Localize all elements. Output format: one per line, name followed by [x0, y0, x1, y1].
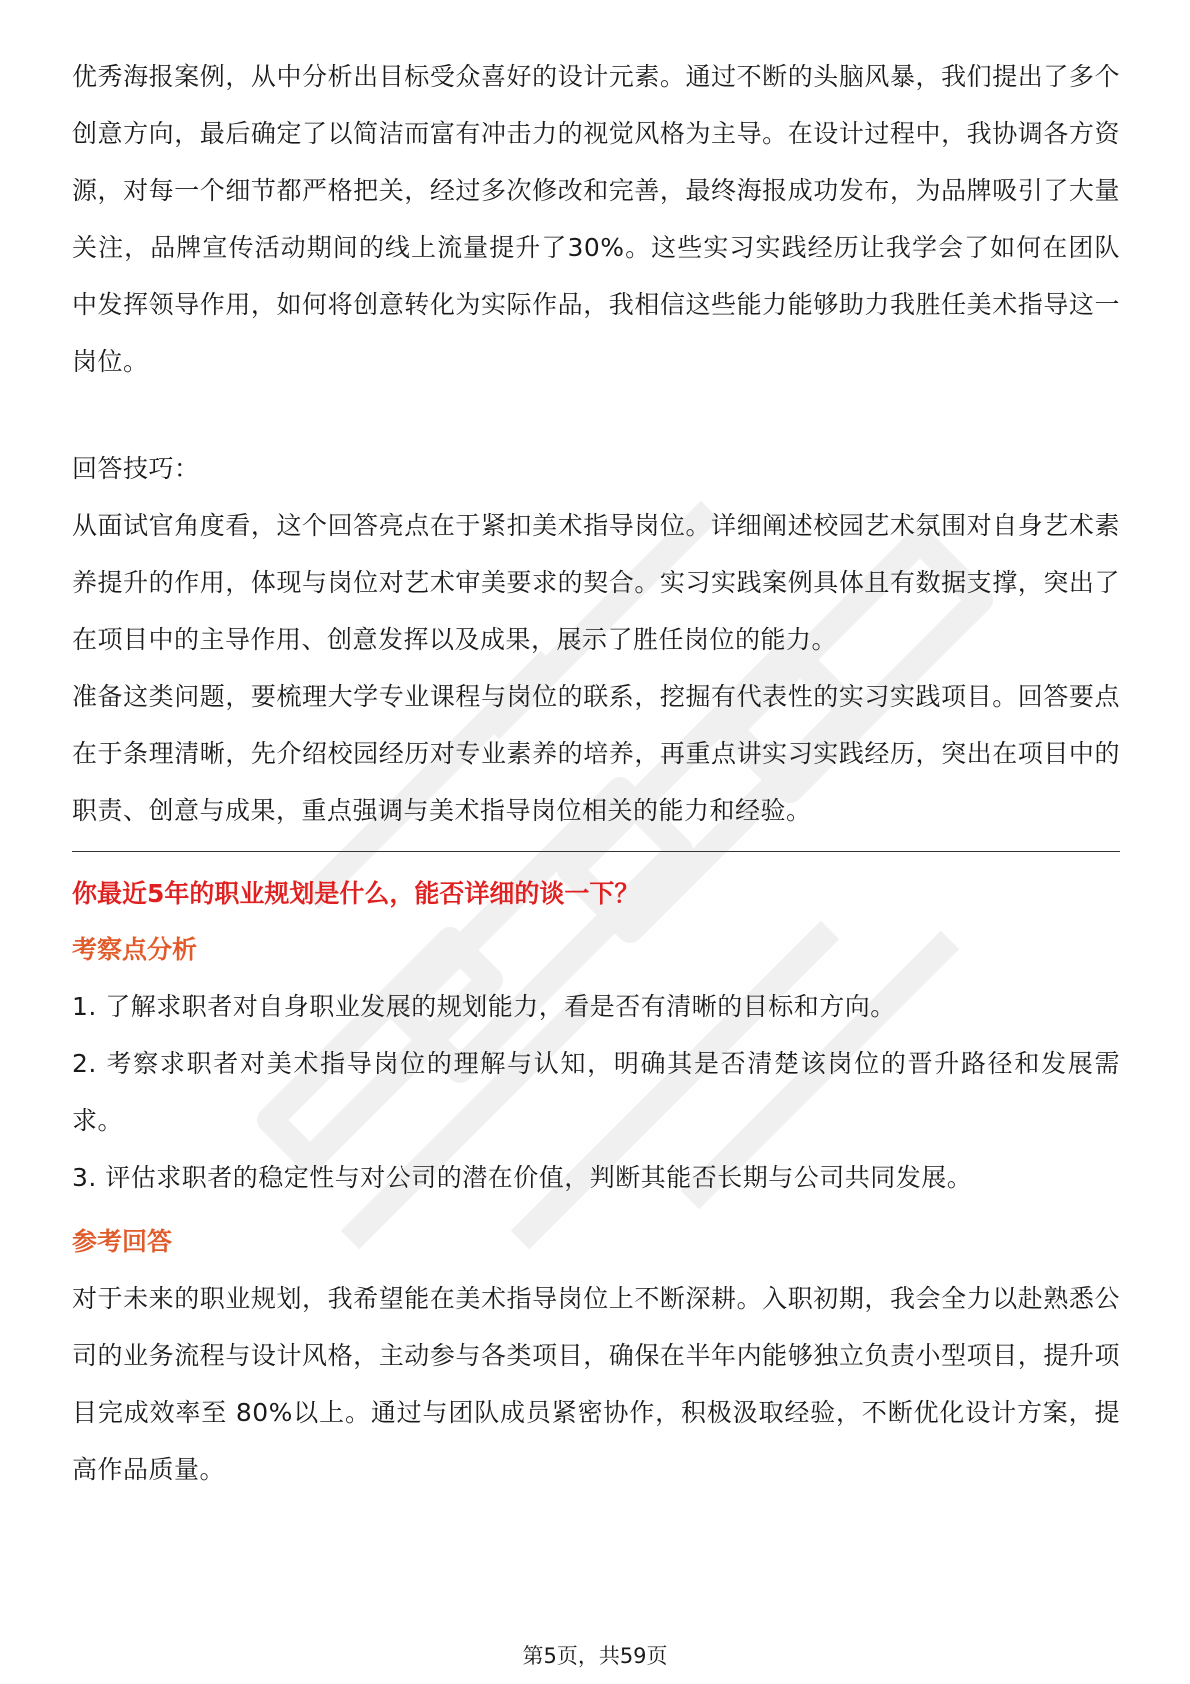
answer-paragraph: 对于未来的职业规划，我希望能在美术指导岗位上不断深耕。入职初期，我会全力以赴熟悉公司的业务流程与设计风格，主动参与各类项目，确保在半年内能够独立负责小型项目，提升项目完成效率至 80%以上。通过与团队成员紧密协作，积极汲取经验，不断优化设计方案，提高作品质量。 — [72, 1284, 1120, 1484]
analysis-item: 3. 评估求职者的稳定性与对公司的潜在价值，判断其能否长期与公司共同发展。 — [72, 1163, 973, 1192]
analysis-item: 2. 考察求职者对美术指导岗位的理解与认知，明确其是否清楚该岗位的晋升路径和发展需求。 — [72, 1049, 1120, 1135]
analysis-item: 1. 了解求职者对自身职业发展的规划能力，看是否有清晰的目标和方向。 — [72, 992, 896, 1021]
question-title: 你最近5年的职业规划是什么，能否详细的谈一下？ — [72, 879, 640, 908]
page-footer: 第5页，共59页 — [522, 1644, 668, 1668]
answer-heading: 参考回答 — [72, 1227, 173, 1256]
tips-label: 回答技巧： — [72, 454, 200, 483]
page-content — [72, 48, 1120, 1498]
tips-paragraph: 准备这类问题，要梳理大学专业课程与岗位的联系，挖掘有代表性的实习实践项目。回答要点在于条理清晰，先介绍校园经历对专业素养的培养，再重点讲实习实践经历，突出在项目中的职责、创意与成果，重点强调与美术指导岗位相关的能力和经验。 — [72, 682, 1120, 825]
tips-paragraph: 从面试官角度看，这个回答亮点在于紧扣美术指导岗位。详细阐述校园艺术氛围对自身艺术素养提升的作用，体现与岗位对艺术审美要求的契合。实习实践案例具体且有数据支撑，突出了在项目中的主导作用、创意发挥以及成果，展示了胜任岗位的能力。 — [72, 511, 1120, 654]
body-paragraph: 优秀海报案例，从中分析出目标受众喜好的设计元素。通过不断的头脑风暴，我们提出了多个创意方向，最后确定了以简洁而富有冲击力的视觉风格为主导。在设计过程中，我协调各方资源，对每一个细节都严格把关，经过多次修改和完善，最终海报成功发布，为品牌吸引了大量关注，品牌宣传活动期间的线上流量提升了30%。这些实习实践经历让我学会了如何在团队中发挥领导作用，如何将创意转化为实际作品，我相信这些能力能够助力我胜任美术指导这一岗位。 — [72, 62, 1120, 376]
analysis-heading: 考察点分析 — [72, 935, 198, 964]
spacer — [72, 390, 1120, 440]
section-divider — [72, 851, 1120, 852]
